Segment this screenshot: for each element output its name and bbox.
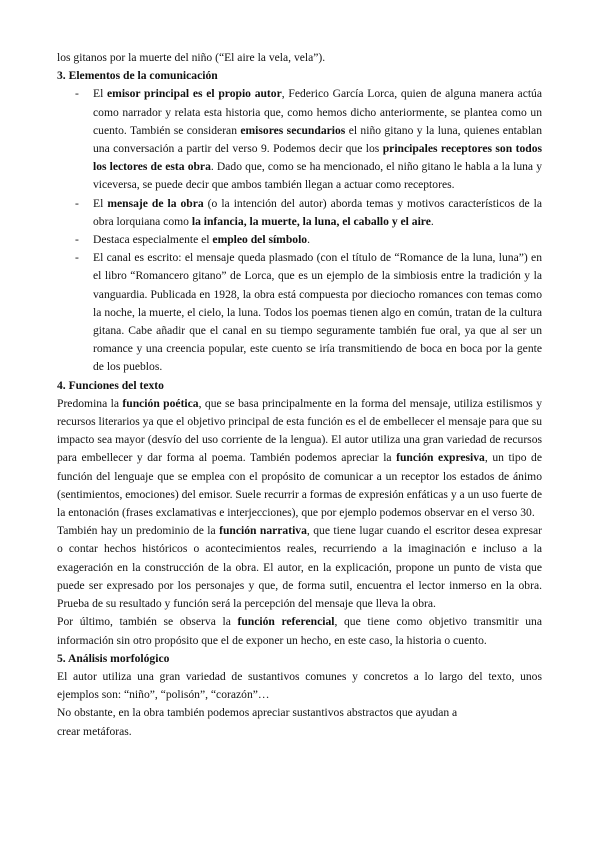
text-run: . xyxy=(430,214,434,228)
bullet-dash: - xyxy=(75,233,79,247)
text-run: El canal es escrito: el mensaje queda plasmado (con el título de “Romance de la luna, luna”) en el libro “Romancero gitano” de Lorca, que es un ejemplo de la simbiosis entre la tradición y la vanguardia. Publicada en 1928, la obra está compuesta por dieciocho romances con temas como la noche, la muerte, el cielo, la luna. Todos los poemas tienen algo en común, tratan de la cultura gitana. Cabe añadir que el canal en su tiempo seguramente también fue oral, ya que al ser un romance y una creencia popular, este cuento se iría transmitiendo de boca en boca por la gente de los pueblos. xyxy=(93,251,542,374)
communication-elements-list xyxy=(57,85,542,376)
bold-run: función referencial xyxy=(237,615,335,629)
bold-run: la infancia, la muerte, la luna, el caballo y el aire xyxy=(191,214,431,228)
text-run: Destaca especialmente el xyxy=(93,233,213,247)
section-3-heading: 3. Elementos de la comunicación xyxy=(57,69,218,83)
text-run: . xyxy=(307,233,311,247)
text-line: No obstante, en la obra también podemos apreciar sustantivos abstractos que ayudan a xyxy=(57,706,458,720)
text-run: , que tiene lugar cuando el escritor desea expresar o contar hechos históricos o acontecimientos reales, recurriendo a la imaginación e incluso a la exageración en la construcción de la obra. El autor, en la explicación, propone un punto de vista que puede ser expresado por los personajes y que, de forma sutil, encuentra el lector inmerso en la obra. Prueba de su resultado y función será la percepción del mensaje que lleva la obra. xyxy=(57,524,542,611)
document-page xyxy=(57,49,542,741)
text-run: (o la intención del autor) aborda temas y motivos característicos de la obra lorquiana como xyxy=(93,196,543,228)
text-run: Predomina la xyxy=(57,396,123,410)
paragraph-sustantivos-abstractos xyxy=(57,704,542,740)
bold-run: empleo del símbolo xyxy=(212,233,308,247)
bullet-dash: - xyxy=(75,251,79,265)
text-run: . Dado que, como se ha mencionado, el niño gitano le habla a la luna y viceversa, se puede decir que ambos también llegan a actuar como receptores. xyxy=(93,160,542,192)
list-item-mensaje xyxy=(57,195,542,231)
bold-run: emisor principal es el propio autor xyxy=(107,87,282,101)
bold-run: principales receptores son todos los lectores de esta obra xyxy=(93,142,542,174)
intro-line: los gitanos por la muerte del niño (“El aire la vela, vela”). xyxy=(57,51,326,64)
list-item-emisor xyxy=(57,85,542,194)
text-run: , que tiene como objetivo transmitir una información sin otro propósito que el de exponer un hecho, en este caso, la historia o cuento. xyxy=(57,615,542,647)
bold-run: emisores secundarios xyxy=(240,123,346,137)
bullet-dash: - xyxy=(75,196,79,210)
text-run: , que se basa principalmente en la forma del mensaje, utiliza estilismos y recursos literarios ya que el objetivo principal de esta función es el de embellecer el mensaje para que su impacto sea mayor (desvío del uso corriente de la lengua). El autor utiliza una gran variedad de recursos para embellecer y dar forma al poema. También podemos apreciar la xyxy=(57,396,542,465)
text-run: El xyxy=(93,196,108,210)
paragraph-funcion-poetica xyxy=(57,395,542,522)
paragraph-funcion-narrativa xyxy=(57,522,542,613)
bold-run: función narrativa xyxy=(219,524,307,538)
text-line: crear metáforas. xyxy=(57,724,132,738)
paragraph-sustantivos-concretos: El autor utiliza una gran variedad de sustantivos comunes y concretos a lo largo del texto, unos ejemplos son: “niño”, “polisón”, “corazón”… xyxy=(57,669,542,702)
bold-run: función expresiva xyxy=(396,451,485,465)
text-run: , Federico García Lorca, quien de alguna manera actúa como narrador y relata esta historia que, como hemos dicho anteriormente, se plantea como un cuento. También se consideran xyxy=(93,87,542,137)
list-item-simbolo xyxy=(57,231,542,249)
text-run: , un tipo de función del lenguaje que se emplea con el propósito de comunicar a un receptor los estados de ánimo (sentimientos, emociones) del emisor. Suele recurrir a formas de expresión enfáticas y a un uso fuerte de la entonación (frases exclamativas e interjecciones), que por ejemplo podemos observar en el verso 30. xyxy=(57,451,543,520)
list-item-canal xyxy=(57,249,542,376)
bullet-dash: - xyxy=(75,87,79,101)
section-5-heading: 5. Análisis morfológico xyxy=(57,651,170,665)
text-run: el niño gitano y la luna, quienes entablan una conversación a partir del verso 9. Podemos decir que los xyxy=(93,123,542,156)
text-run: El xyxy=(93,87,108,101)
text-run: Por último, también se observa la xyxy=(57,615,238,629)
bold-run: mensaje de la obra xyxy=(107,196,204,210)
section-4-heading: 4. Funciones del texto xyxy=(57,378,164,392)
text-run: También hay un predominio de la xyxy=(57,524,220,538)
paragraph-funcion-referencial xyxy=(57,613,542,649)
bold-run: función poética xyxy=(122,396,199,410)
